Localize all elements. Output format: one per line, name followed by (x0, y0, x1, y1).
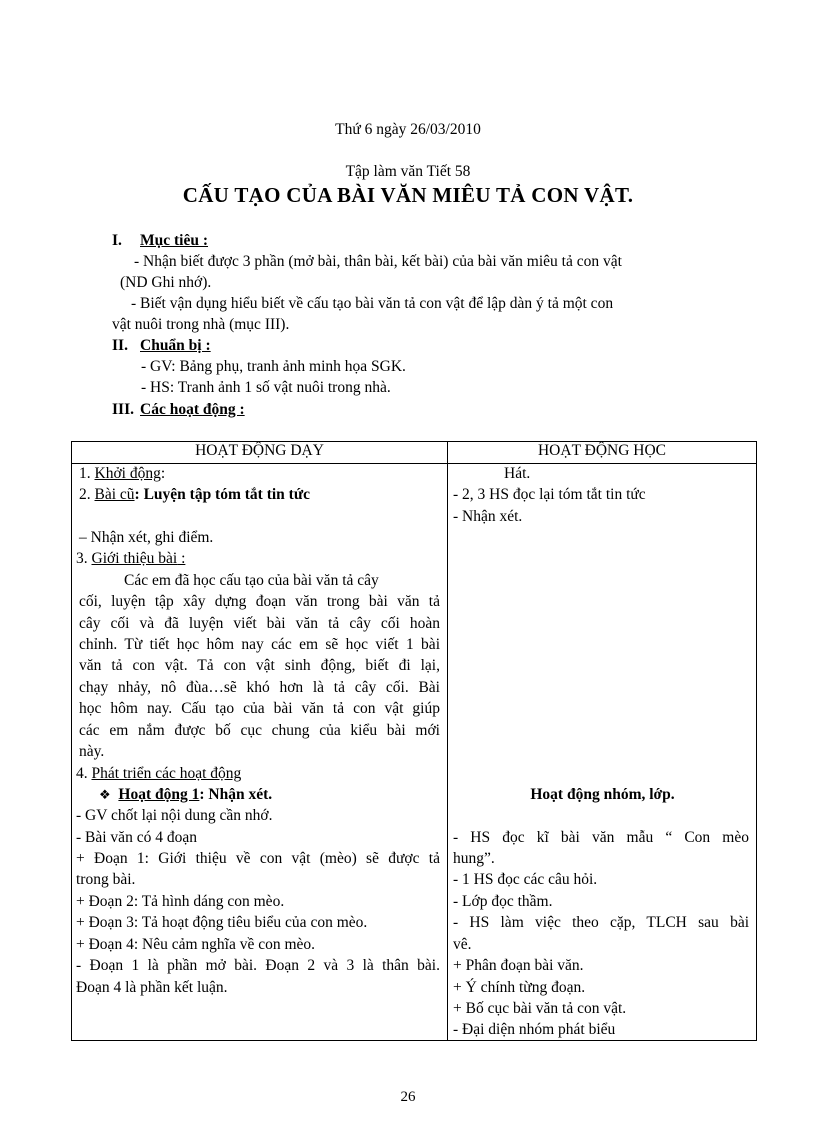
teacher-item: - GV chốt lại nội dung cần nhớ. (76, 807, 273, 824)
review-line: – Nhận xét, ghi điểm. (79, 529, 214, 546)
student-item: - Đại diện nhóm phát biểu (453, 1021, 616, 1038)
intro-heading: 3. Giới thiệu bài : (76, 550, 186, 567)
lesson-title: CẤU TẠO CỦA BÀI VĂN MIÊU TẢ CON VẬT. (182, 183, 634, 207)
teacher-item: + Đoạn 3: Tả hoạt động tiêu biểu của con mèo. (76, 914, 368, 931)
student-item: hung”. (453, 850, 495, 867)
table-row (72, 464, 757, 1041)
student-item: + Bố cục bài văn tả con vật. (453, 1000, 627, 1017)
lesson-date: Thứ 6 ngày 26/03/2010 (335, 121, 481, 138)
group-activity-heading: Hoạt động nhóm, lớp. (530, 786, 675, 803)
page-number: 26 (400, 1089, 416, 1105)
teacher-item: + Đoạn 4: Nêu cảm nghĩa về con mèo. (76, 936, 316, 953)
intro-text-line: Các em đã học cấu tạo của bài văn tả cây (124, 572, 379, 589)
teacher-activities-cell (72, 464, 448, 1041)
section-activities-heading (112, 401, 245, 419)
section-label: Chuẩn bị : (140, 337, 211, 354)
develop-activities-heading: 4. Phát triển các hoạt động (76, 765, 242, 782)
section-preparation-heading (112, 337, 211, 355)
intro-text-line: cây cối và đã luyện viết bài văn tả cây cối hoàn (79, 615, 440, 632)
student-item: vê. (453, 936, 472, 953)
teacher-item: - Bài văn có 4 đoạn (76, 829, 197, 846)
old-lesson-line: 2. Bài cũ: Luyện tập tóm tắt tin tức (79, 486, 311, 503)
student-item: - HS đọc kĩ bài văn mẫu “ Con mèo (453, 829, 749, 846)
warmup-line: 1. Khởi động: (79, 465, 166, 482)
intro-text-line: chỉnh. Từ tiết học hôm nay các em sẽ học viết 1 bài (79, 636, 440, 653)
intro-text-line: chạy nhảy, nô đùa…sẽ khó hơn là tả cây cối. Bài (79, 679, 440, 696)
section-label: Mục tiêu : (140, 232, 209, 249)
student-item: - 2, 3 HS đọc lại tóm tắt tin tức (453, 486, 646, 503)
intro-text-line: văn tả con vật. Tả con vật sinh động, biết đi lại, (79, 657, 440, 674)
activities-table (71, 441, 757, 1041)
student-item: - 1 HS đọc các câu hỏi. (453, 871, 598, 888)
intro-text-line: này. (79, 743, 105, 760)
objective-line: - Nhận biết được 3 phần (mở bài, thân bài, kết bài) của bài văn miêu tả con vật (134, 253, 622, 270)
lesson-subtitle: Tập làm văn Tiết 58 (345, 163, 471, 180)
objective-line: - Biết vận dụng hiểu biết về cấu tạo bài văn tả con vật để lập dàn ý tả một con (131, 295, 614, 312)
teacher-item: Đoạn 4 là phần kết luận. (76, 979, 228, 996)
objective-line: (ND Ghi nhớ). (120, 274, 212, 291)
student-item: + Phân đoạn bài văn. (453, 957, 584, 974)
student-item: - Nhận xét. (453, 508, 523, 525)
section-number: II. (112, 337, 128, 354)
teacher-item: + Đoạn 2: Tả hình dáng con mèo. (76, 893, 285, 910)
intro-text-line: cối, luyện tập xây dựng đoạn văn trong bài văn tả (79, 593, 440, 610)
table-header-row (72, 442, 757, 464)
activity-1-heading: ❖ Hoạt động 1: Nhận xét. (99, 786, 273, 803)
teacher-item: + Đoạn 1: Giới thiệu về con vật (mèo) sẽ được tả (76, 850, 440, 867)
preparation-line: - GV: Bảng phụ, tranh ảnh minh họa SGK. (141, 358, 406, 375)
intro-text-line: học hôm nay. Cấu tạo của bài văn tả con vật giúp (79, 700, 440, 717)
teacher-item: - Đoạn 1 là phần mở bài. Đoạn 2 và 3 là thân bài. (76, 957, 440, 974)
preparation-line: - HS: Tranh ảnh 1 số vật nuôi trong nhà. (141, 379, 391, 396)
section-number: I. (112, 232, 122, 249)
diamond-bullet-icon: ❖ (99, 788, 111, 803)
student-item: - HS làm việc theo cặp, TLCH sau bài (453, 914, 749, 931)
intro-text-line: các em nắm được bố cục chung của kiểu bài mới (79, 722, 440, 739)
student-activities-header: HOẠT ĐỘNG HỌC (448, 442, 757, 464)
student-item: - Lớp đọc thầm. (453, 893, 553, 910)
student-activities-cell (448, 464, 757, 1041)
section-number: III. (112, 401, 134, 418)
teacher-activities-header: HOẠT ĐỘNG DẠY (72, 442, 448, 464)
student-item: + Ý chính từng đoạn. (453, 979, 586, 996)
teacher-item: trong bài. (76, 871, 136, 888)
section-label: Các hoạt động : (140, 401, 245, 418)
section-objectives-heading (112, 232, 208, 250)
objective-line: vật nuôi trong nhà (mục III). (112, 316, 290, 333)
student-item: Hát. (504, 465, 531, 482)
